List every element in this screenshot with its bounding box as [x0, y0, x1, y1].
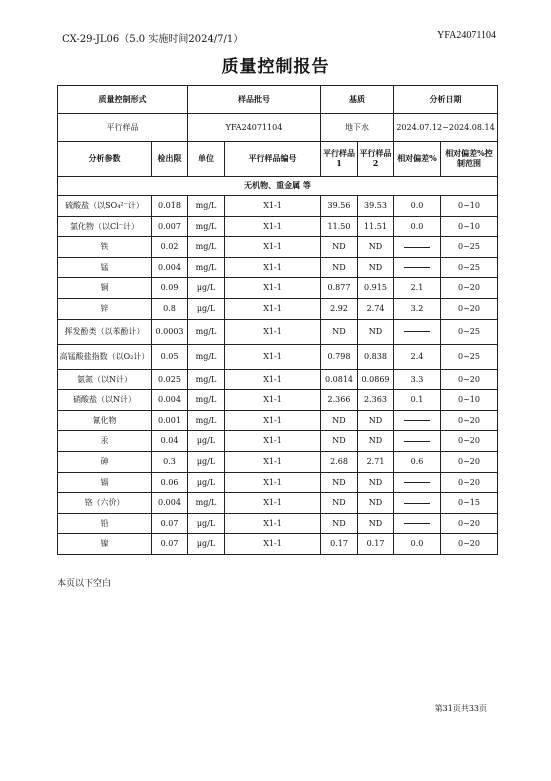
- table-row: [58, 319, 498, 344]
- cell-unit: μg/L: [188, 451, 225, 472]
- cell-relative-deviation: 0.1: [394, 390, 441, 411]
- cell-param: 高锰酸盐指数（以O₂计）: [58, 344, 152, 369]
- cell-unit: mg/L: [188, 344, 225, 369]
- cell-sample-id: X1-1: [225, 319, 321, 344]
- blank-below-note: 本页以下空白: [57, 579, 112, 589]
- cell-relative-deviation: 0.0: [394, 196, 441, 217]
- cell-value-1: ND: [321, 472, 358, 493]
- cell-detection-limit: 0.07: [152, 534, 188, 555]
- cell-param: 硫酸盐（以SO₄²⁻计）: [58, 196, 152, 217]
- table-row: [58, 410, 498, 431]
- cell-unit: mg/L: [188, 237, 225, 258]
- cell-unit: mg/L: [188, 493, 225, 514]
- quality-control-table: [57, 85, 498, 555]
- cell-param: 铁: [58, 237, 152, 258]
- cell-value-1: ND: [321, 410, 358, 431]
- cell-sample-id: X1-1: [225, 216, 321, 237]
- cell-param: 铜: [58, 278, 152, 299]
- cell-unit: μg/L: [188, 513, 225, 534]
- page-title: 质量控制报告: [221, 57, 330, 77]
- cell-param: 氰化物: [58, 410, 152, 431]
- cell-value-2: 0.838: [358, 344, 394, 369]
- cell-unit: μg/L: [188, 431, 225, 452]
- cell-detection-limit: 0.8: [152, 298, 188, 319]
- cell-relative-deviation: [394, 319, 441, 344]
- cell-unit: μg/L: [188, 278, 225, 299]
- cell-control-range: 0~10: [441, 216, 498, 237]
- dash-mark: [404, 482, 430, 483]
- table-row: [58, 472, 498, 493]
- cell-control-range: 0~15: [441, 493, 498, 514]
- dash-mark: [404, 420, 430, 421]
- cell-relative-deviation: 0.0: [394, 534, 441, 555]
- cell-detection-limit: 0.004: [152, 257, 188, 278]
- cell-control-range: 0~25: [441, 257, 498, 278]
- cell-relative-deviation: 3.2: [394, 298, 441, 319]
- cell-relative-deviation: 3.3: [394, 369, 441, 390]
- cell-control-range: 0~25: [441, 319, 498, 344]
- table-row: [58, 344, 498, 369]
- cell-value-1: ND: [321, 237, 358, 258]
- cell-unit: mg/L: [188, 257, 225, 278]
- table-row: [58, 196, 498, 217]
- col-header-param: 分析参数: [58, 142, 152, 177]
- col-header-range: 相对偏差%控制范围: [441, 142, 498, 177]
- cell-unit: mg/L: [188, 369, 225, 390]
- cell-detection-limit: 0.004: [152, 390, 188, 411]
- table-row: [58, 493, 498, 514]
- cell-value-1: ND: [321, 493, 358, 514]
- cell-value-2: 2.74: [358, 298, 394, 319]
- cell-value-1: ND: [321, 257, 358, 278]
- cell-value-2: 0.17: [358, 534, 394, 555]
- cell-detection-limit: 0.025: [152, 369, 188, 390]
- cell-unit: μg/L: [188, 472, 225, 493]
- cell-value-1: 0.17: [321, 534, 358, 555]
- cell-relative-deviation: [394, 257, 441, 278]
- cell-relative-deviation: [394, 472, 441, 493]
- cell-value-2: ND: [358, 237, 394, 258]
- dash-mark: [404, 331, 430, 332]
- table-row: [58, 237, 498, 258]
- cell-param: 铅: [58, 513, 152, 534]
- dash-mark: [404, 441, 430, 442]
- cell-detection-limit: 0.04: [152, 431, 188, 452]
- info-value-row: [58, 114, 498, 142]
- section-row: [58, 177, 498, 196]
- cell-control-range: 0~20: [441, 298, 498, 319]
- cell-unit: mg/L: [188, 410, 225, 431]
- table-row: [58, 369, 498, 390]
- table-row: [58, 216, 498, 237]
- cell-control-range: 0~20: [441, 472, 498, 493]
- col-header-v1: 平行样品1: [321, 142, 358, 177]
- cell-control-range: 0~25: [441, 344, 498, 369]
- cell-value-1: 0.798: [321, 344, 358, 369]
- info-header-row: [58, 86, 498, 114]
- cell-relative-deviation: 2.4: [394, 344, 441, 369]
- cell-detection-limit: 0.004: [152, 493, 188, 514]
- cell-value-2: 11.51: [358, 216, 394, 237]
- cell-param: 汞: [58, 431, 152, 452]
- cell-unit: mg/L: [188, 216, 225, 237]
- cell-sample-id: X1-1: [225, 257, 321, 278]
- table-row: [58, 513, 498, 534]
- cell-sample-id: X1-1: [225, 298, 321, 319]
- cell-value-1: 2.366: [321, 390, 358, 411]
- cell-value-1: ND: [321, 431, 358, 452]
- page-number: 第31页共33页: [434, 704, 487, 713]
- info-label-date: 分析日期: [394, 86, 498, 114]
- info-value-batch: YFA24071104: [188, 114, 321, 142]
- cell-param: 硝酸盐（以N计）: [58, 390, 152, 411]
- cell-sample-id: X1-1: [225, 534, 321, 555]
- column-header-row: [58, 142, 498, 177]
- document-code: CX-29-JL06（5.0 实施时间2024/7/1）: [62, 34, 244, 45]
- info-label-matrix: 基质: [321, 86, 394, 114]
- cell-value-2: ND: [358, 431, 394, 452]
- cell-param: 挥发酚类（以苯酚计）: [58, 319, 152, 344]
- cell-value-1: 11.50: [321, 216, 358, 237]
- cell-control-range: 0~20: [441, 513, 498, 534]
- table-row: [58, 534, 498, 555]
- cell-detection-limit: 0.09: [152, 278, 188, 299]
- cell-value-2: ND: [358, 410, 394, 431]
- col-header-rd: 相对偏差%: [394, 142, 441, 177]
- cell-unit: mg/L: [188, 196, 225, 217]
- cell-relative-deviation: 0.6: [394, 451, 441, 472]
- cell-control-range: 0~20: [441, 431, 498, 452]
- cell-value-1: ND: [321, 513, 358, 534]
- section-title: 无机物、重金属 等: [58, 177, 498, 196]
- col-header-dl: 检出限: [152, 142, 188, 177]
- cell-value-2: 39.53: [358, 196, 394, 217]
- table-row: [58, 451, 498, 472]
- cell-param: 氯化物（以Cl⁻计）: [58, 216, 152, 237]
- table-row: [58, 278, 498, 299]
- info-value-date: 2024.07.12~2024.08.14: [394, 114, 498, 142]
- cell-control-range: 0~20: [441, 278, 498, 299]
- cell-detection-limit: 0.0003: [152, 319, 188, 344]
- cell-control-range: 0~25: [441, 237, 498, 258]
- cell-sample-id: X1-1: [225, 278, 321, 299]
- dash-mark: [404, 503, 430, 504]
- cell-sample-id: X1-1: [225, 410, 321, 431]
- cell-detection-limit: 0.001: [152, 410, 188, 431]
- dash-mark: [404, 267, 430, 268]
- cell-value-2: 2.71: [358, 451, 394, 472]
- cell-detection-limit: 0.07: [152, 513, 188, 534]
- info-value-matrix: 地下水: [321, 114, 394, 142]
- cell-relative-deviation: [394, 493, 441, 514]
- cell-param: 镍: [58, 534, 152, 555]
- cell-sample-id: X1-1: [225, 390, 321, 411]
- cell-sample-id: X1-1: [225, 472, 321, 493]
- cell-value-2: 0.0869: [358, 369, 394, 390]
- cell-relative-deviation: 0.0: [394, 216, 441, 237]
- cell-value-1: 2.68: [321, 451, 358, 472]
- cell-control-range: 0~20: [441, 410, 498, 431]
- cell-control-range: 0~20: [441, 534, 498, 555]
- cell-value-1: 0.877: [321, 278, 358, 299]
- cell-relative-deviation: [394, 237, 441, 258]
- cell-value-2: ND: [358, 513, 394, 534]
- cell-control-range: 0~10: [441, 196, 498, 217]
- table-row: [58, 431, 498, 452]
- cell-sample-id: X1-1: [225, 431, 321, 452]
- cell-param: 锌: [58, 298, 152, 319]
- report-number: YFA24071104: [437, 30, 496, 41]
- cell-detection-limit: 0.02: [152, 237, 188, 258]
- cell-control-range: 0~20: [441, 451, 498, 472]
- cell-sample-id: X1-1: [225, 493, 321, 514]
- cell-value-2: ND: [358, 319, 394, 344]
- table-row: [58, 257, 498, 278]
- cell-value-1: 2.92: [321, 298, 358, 319]
- cell-value-2: ND: [358, 493, 394, 514]
- cell-value-2: ND: [358, 472, 394, 493]
- cell-sample-id: X1-1: [225, 237, 321, 258]
- dash-mark: [404, 247, 430, 248]
- info-label-batch: 样品批号: [188, 86, 321, 114]
- cell-unit: mg/L: [188, 390, 225, 411]
- cell-unit: μg/L: [188, 298, 225, 319]
- cell-relative-deviation: [394, 431, 441, 452]
- cell-sample-id: X1-1: [225, 451, 321, 472]
- col-header-unit: 单位: [188, 142, 225, 177]
- info-label-qc-form: 质量控制形式: [58, 86, 188, 114]
- col-header-sample-id: 平行样品编号: [225, 142, 321, 177]
- cell-param: 氨氮（以N计）: [58, 369, 152, 390]
- cell-relative-deviation: [394, 410, 441, 431]
- cell-relative-deviation: [394, 513, 441, 534]
- cell-value-1: ND: [321, 319, 358, 344]
- cell-value-2: ND: [358, 257, 394, 278]
- info-value-qc-form: 平行样品: [58, 114, 188, 142]
- table-row: [58, 390, 498, 411]
- cell-control-range: 0~20: [441, 369, 498, 390]
- cell-value-2: 0.915: [358, 278, 394, 299]
- cell-value-1: 39.56: [321, 196, 358, 217]
- cell-value-2: 2.363: [358, 390, 394, 411]
- cell-detection-limit: 0.3: [152, 451, 188, 472]
- cell-sample-id: X1-1: [225, 369, 321, 390]
- cell-sample-id: X1-1: [225, 344, 321, 369]
- cell-param: 铬（六价）: [58, 493, 152, 514]
- dash-mark: [404, 523, 430, 524]
- cell-control-range: 0~10: [441, 390, 498, 411]
- cell-detection-limit: 0.06: [152, 472, 188, 493]
- cell-sample-id: X1-1: [225, 196, 321, 217]
- cell-detection-limit: 0.05: [152, 344, 188, 369]
- cell-param: 镉: [58, 472, 152, 493]
- col-header-v2: 平行样品2: [358, 142, 394, 177]
- cell-detection-limit: 0.018: [152, 196, 188, 217]
- cell-unit: μg/L: [188, 534, 225, 555]
- cell-unit: mg/L: [188, 319, 225, 344]
- cell-param: 砷: [58, 451, 152, 472]
- cell-detection-limit: 0.007: [152, 216, 188, 237]
- cell-sample-id: X1-1: [225, 513, 321, 534]
- table-row: [58, 298, 498, 319]
- cell-param: 锰: [58, 257, 152, 278]
- cell-relative-deviation: 2.1: [394, 278, 441, 299]
- cell-value-1: 0.0814: [321, 369, 358, 390]
